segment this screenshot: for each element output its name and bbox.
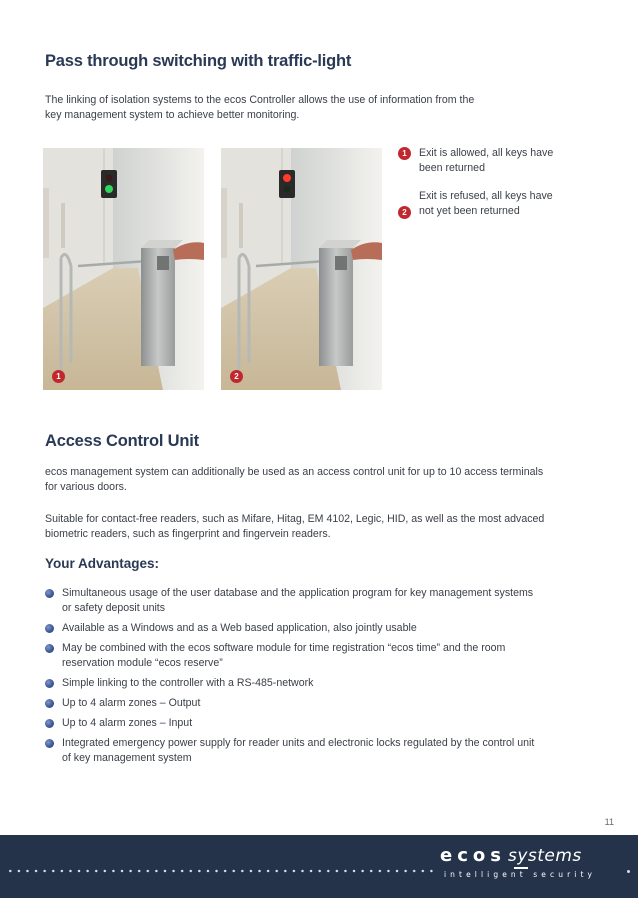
list-item-line: of key management system [62, 752, 192, 764]
list-item-line: May be combined with the ecos software module for time registration “ecos time” and the room [62, 642, 506, 654]
intro-line: key management system to achieve better monitoring. [45, 109, 300, 121]
list-item [45, 676, 585, 691]
turnstile-illustration [221, 148, 382, 390]
bullet-icon [45, 719, 54, 728]
bullet-icon [45, 644, 54, 653]
list-item [45, 621, 585, 636]
access-control-paragraph-1 [45, 465, 543, 495]
section-title-traffic-light: Pass through switching with traffic-light [45, 52, 352, 70]
traffic-light-intro [45, 93, 474, 123]
traffic-light-lamp [283, 174, 291, 182]
legend-text [419, 189, 579, 219]
photo-badge: 1 [52, 370, 65, 383]
brand-tagline: intelligent security [444, 870, 597, 879]
paragraph-line: for various doors. [45, 481, 127, 493]
legend-line: been returned [419, 162, 485, 174]
list-item-line: Up to 4 alarm zones – Output [62, 697, 201, 709]
list-item-line: reservation module “ecos reserve” [62, 657, 223, 669]
bullet-icon [45, 679, 54, 688]
access-control-paragraph-2 [45, 512, 544, 542]
page-number: 11 [604, 817, 614, 827]
list-item-line: Simple linking to the controller with a RS-485-network [62, 677, 314, 689]
list-item-line: or safety deposit units [62, 602, 166, 614]
bullet-icon [45, 739, 54, 748]
footer-dots [6, 869, 436, 873]
advantages-title: Your Advantages: [45, 556, 160, 571]
traffic-light-housing [101, 170, 117, 198]
list-item [45, 696, 585, 711]
footer-bar [0, 835, 638, 898]
legend-line: not yet been returned [419, 205, 520, 217]
legend-text [419, 146, 579, 176]
bullet-icon [45, 699, 54, 708]
legend-line: Exit is refused, all keys have [419, 190, 553, 202]
brand-ecos: ecos [440, 845, 506, 866]
turnstile-photo-green [43, 148, 204, 390]
list-item-line: Simultaneous usage of the user database and the application program for key management systems [62, 587, 534, 599]
list-item-line: Integrated emergency power supply for reader units and electronic locks regulated by the control unit [62, 737, 535, 749]
list-item [45, 641, 585, 671]
advantages-list [45, 586, 585, 766]
legend-badge: 2 [398, 206, 411, 219]
brand-underline [514, 867, 528, 869]
traffic-light-lamp [105, 185, 113, 193]
bullet-icon [45, 589, 54, 598]
photo-badge: 2 [230, 370, 243, 383]
list-item [45, 736, 585, 766]
footer-dot [627, 870, 630, 873]
bullet-icon [45, 624, 54, 633]
list-item-line: Up to 4 alarm zones – Input [62, 717, 193, 729]
list-item [45, 716, 585, 731]
turnstile-illustration [43, 148, 204, 390]
intro-line: The linking of isolation systems to the ecos Controller allows the use of information from the [45, 94, 475, 106]
brand-name [440, 845, 582, 866]
legend-line: Exit is allowed, all keys have [419, 147, 554, 159]
section-title-access-control: Access Control Unit [45, 432, 199, 450]
legend-badge: 1 [398, 147, 411, 160]
list-item-line: Available as a Windows and as a Web based application, also jointly usable [62, 622, 417, 634]
brand-systems: systems [507, 846, 582, 866]
paragraph-line: Suitable for contact-free readers, such as Mifare, Hitag, EM 4102, Legic, HID, as well as the most advaced [45, 513, 545, 525]
paragraph-line: biometric readers, such as fingerprint and fingervein readers. [45, 528, 331, 540]
turnstile-photo-red [221, 148, 382, 390]
list-item [45, 586, 585, 616]
paragraph-line: ecos management system can additionally be used as an access control unit for up to 10 access terminals [45, 466, 544, 478]
